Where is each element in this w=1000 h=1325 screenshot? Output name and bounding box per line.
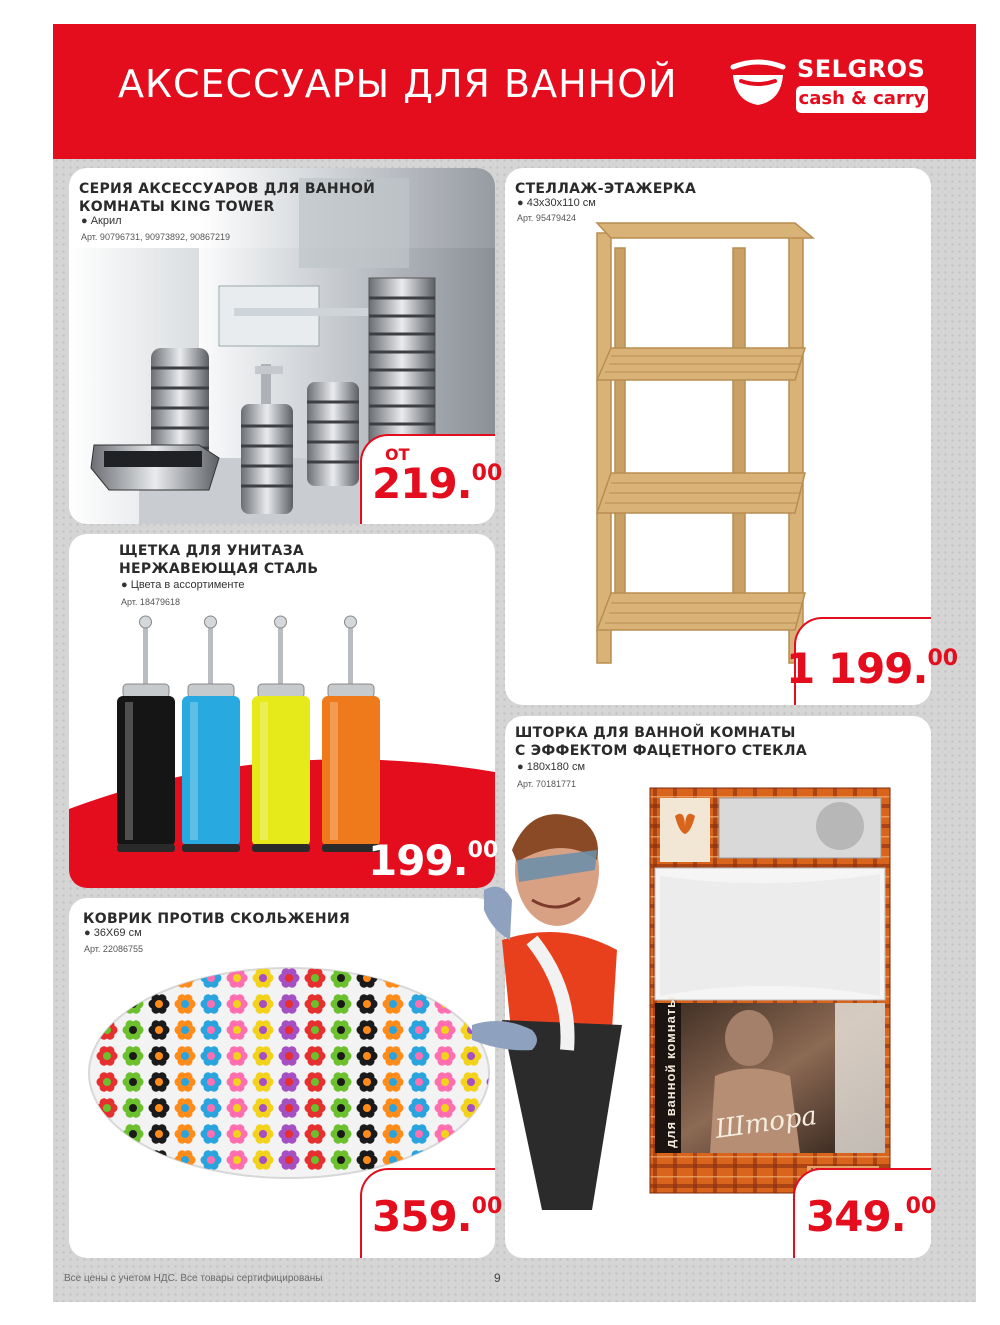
page-title: АКСЕССУАРЫ ДЛЯ ВАННОЙ [118,62,678,106]
product-spec: ● 43x30x110 см [517,197,596,209]
page-number: 9 [494,1271,501,1285]
product-title: ШТОРКА ДЛЯ ВАННОЙ КОМНАТЫ С ЭФФЕКТОМ ФАЦЕТНОГО СТЕКЛА [515,725,807,759]
product-article: Арт. 18479618 [121,597,180,607]
toilet-brush-1 [117,616,175,852]
logo-bowl-icon [727,53,789,117]
product-spec: ● 180x180 см [517,761,586,773]
price-shelf: 1 199.00 [786,644,959,693]
price-prefix: ОТ [385,445,410,464]
price-bath-mat: 359.00 [372,1192,503,1241]
logo-wordmark: SELGROS [797,55,926,83]
mat-flower [149,968,170,987]
logo-tagline: cash & carry [796,86,928,113]
package-script-text: Штора [713,1101,819,1145]
selgros-mascot-character [472,790,622,1210]
mat-flower [97,1150,118,1169]
mat-flower [97,1124,118,1143]
mat-flower [435,1150,456,1169]
product-title: КОВРИК ПРОТИВ СКОЛЬЖЕНИЯ [83,911,351,927]
product-card-toilet-brush [69,534,495,888]
mat-flower [409,968,430,987]
product-title: ЩЕТКА ДЛЯ УНИТАЗА НЕРЖАВЕЮЩАЯ СТАЛЬ [119,543,319,577]
toilet-brush-4 [322,616,380,852]
price-king-tower: 219.00 [372,459,503,508]
mat-flower [123,1150,144,1169]
product-spec: ● Цвета в ассортименте [121,579,245,591]
package-side-text: для ванной комнаты [663,995,678,1148]
toilet-brush-3 [252,616,310,852]
product-article: Арт. 95479424 [517,213,576,223]
price-toilet-brush: 199.00 [368,836,499,885]
toilet-brush-2 [182,616,240,852]
mat-flower [97,994,118,1013]
product-spec: ● 36X69 см [84,927,142,939]
product-article: Арт. 90796731, 90973892, 90867219 [81,232,231,242]
product-article: Арт. 22086755 [84,944,143,954]
toilet-brush-set [69,534,495,888]
footer-note: Все цены с учетом НДС. Все товары сертифицированы [64,1273,323,1284]
toilet-brushes [69,534,495,888]
mat-flower [123,968,144,987]
product-title: СТЕЛЛАЖ-ЭТАЖЕРКА [515,181,697,197]
product-article: Арт. 70181771 [517,779,576,789]
mat-flower [435,968,456,987]
mat-flower [97,968,118,987]
selgros-logo [727,53,933,117]
product-spec: ● Акрил [81,215,122,227]
product-title: СЕРИЯ АКСЕССУАРОВ ДЛЯ ВАННОЙ КОМНАТЫ KING TOWER [79,181,376,215]
price-shower-curtain: 349.00 [806,1192,937,1241]
